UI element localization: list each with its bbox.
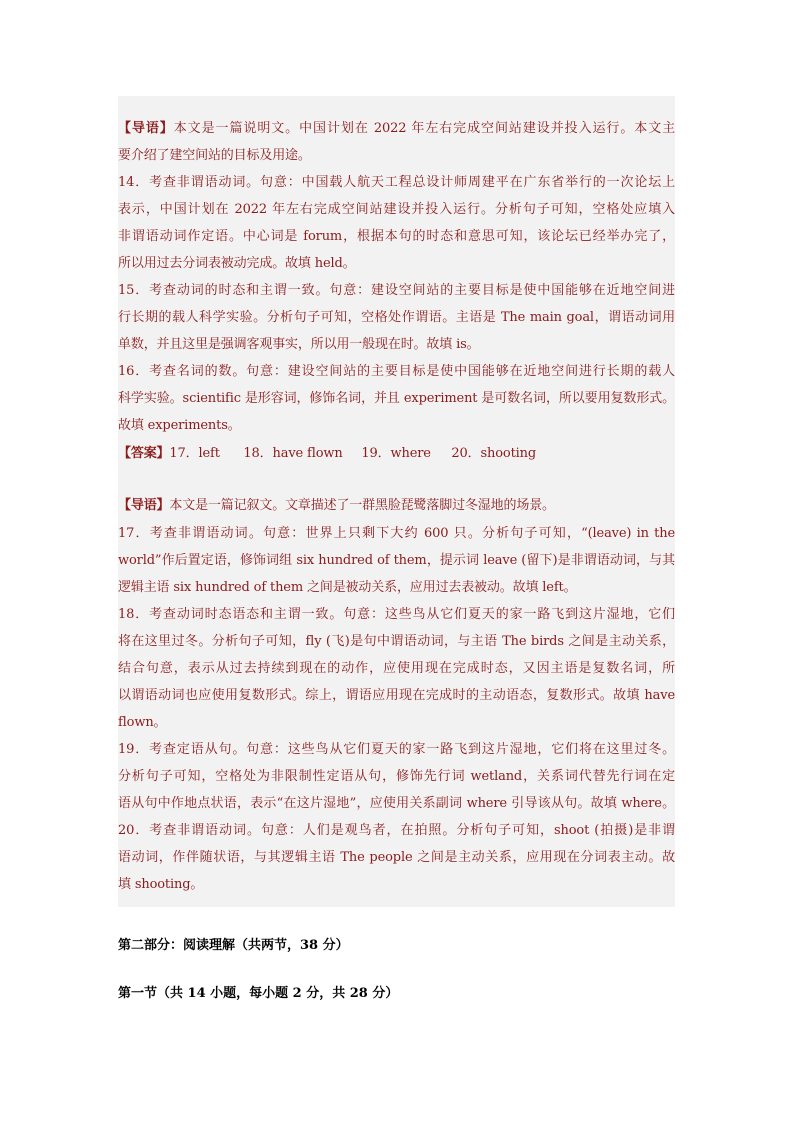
q20-line-1: 20．考查非谓语动词。句意：人们是观鸟者，在拍照。分析句子可知，shoot (拍摄)是非谓 — [118, 823, 675, 838]
q14-line-2: 表示，中国计划在 2022 年左右完成空间站建设并投入运行。分析句子可知，空格处应填入 — [118, 202, 675, 217]
guide-tag: 【导语】 — [118, 121, 174, 136]
q20-line-2: 语动词，作伴随状语，与其逻辑主语 The people 之间是主动关系，应用现在分词表主动。故 — [118, 850, 675, 865]
guide-paragraph-1-line-2: 要介绍了建空间站的目标及用途。 — [118, 148, 311, 163]
q16-line-2: 科学实验。scientific 是形容词，修饰名词，并且 experiment 是可数名词，所以要用复数形式。 — [118, 391, 675, 406]
q18-line-5: flown。 — [118, 715, 167, 730]
q14-line-1: 14．考查非谓语动词。句意：中国载人航天工程总设计师周建平在广东省举行的一次论坛上 — [118, 175, 675, 190]
q15-line-3: 单数，并且这里是强调客观事实，所以用一般现在时。故填 is。 — [118, 337, 480, 352]
q18-line-3: 结合句意，表示从过去持续到现在的动作，应使用现在完成时态，又因主语是复数名词，所 — [118, 661, 675, 676]
section-2-title: 第二部分：阅读理解（共两节，38 分） — [118, 938, 349, 953]
q14-line-4: 所以用过去分词表被动完成。故填 held。 — [118, 256, 356, 271]
q18-line-4: 以谓语动词也应使用复数形式。综上，谓语应用现在完成时的主动语态，复数形式。故填 have — [118, 688, 675, 703]
q20-line-3: 填 shooting。 — [118, 877, 204, 892]
q17-line-2: world”作后置定语，修饰词组 six hundred of them，提示词 leave (留下)是非谓语动词，与其 — [118, 553, 675, 568]
q19-line-1: 19．考查定语从句。句意：这些鸟从它们夏天的家一路飞到这片湿地，它们将在这里过冬。 — [118, 742, 675, 757]
section-2-subtitle: 第一节（共 14 小题，每小题 2 分，共 28 分） — [118, 986, 399, 1001]
q16-line-1: 16．考查名词的数。句意：建设空间站的主要目标是使中国能够在近地空间进行长期的载人 — [118, 364, 675, 379]
guide-paragraph-1-line-1: 【导语】本文是一篇说明文。中国计划在 2022 年左右完成空间站建设并投入运行。本文主 — [118, 121, 676, 136]
q14-line-3: 非谓语动词作定语。中心词是 forum，根据本句的时态和意思可知，该论坛已经举办完了， — [118, 229, 675, 244]
q19-line-3: 语从句中作地点状语，表示“在这片湿地”，应使用关系副词 where 引导该从句。故填 where。 — [118, 796, 675, 811]
q15-line-2: 行长期的载人科学实验。分析句子可知，空格处作谓语。主语是 The main goal，谓语动词用 — [118, 310, 675, 325]
guide-tag-2: 【导语】 — [118, 498, 170, 513]
q18-line-2: 将在这里过冬。分析句子可知，fly (飞)是句中谓语动词，与主语 The birds 之间是主动关系， — [118, 634, 675, 649]
q18-line-1: 18．考查动词时态语态和主谓一致。句意：这些鸟从它们夏天的家一路飞到这片湿地，它们 — [118, 607, 675, 622]
q15-line-1: 15．考查动词的时态和主谓一致。句意：建设空间站的主要目标是使中国能够在近地空间进 — [118, 283, 675, 298]
q17-line-3: 逻辑主语 six hundred of them 之间是被动关系，应用过去表被动。故填 left。 — [118, 580, 577, 595]
answer-17: 17．left — [169, 446, 220, 461]
answer-key-line — [118, 441, 675, 467]
answer-tag: 【答案】 — [118, 446, 170, 461]
answer-18: 18．have flown — [243, 446, 343, 461]
answer-20: 20．shooting — [451, 446, 537, 461]
q19-line-2: 分析句子可知，空格处为非限制性定语从句，修饰先行词 wetland，关系词代替先行词在定 — [118, 769, 675, 784]
guide-paragraph-2: 【导语】本文是一篇记叙文。文章描述了一群黑脸琵鹭落脚过冬湿地的场景。 — [118, 498, 555, 513]
q17-line-1: 17．考查非谓语动词。句意：世界上只剩下大约 600 只。分析句子可知，“(leave) in the — [118, 526, 675, 541]
q16-line-3: 故填 experiments。 — [118, 418, 241, 433]
answer-19: 19．where — [361, 446, 431, 461]
